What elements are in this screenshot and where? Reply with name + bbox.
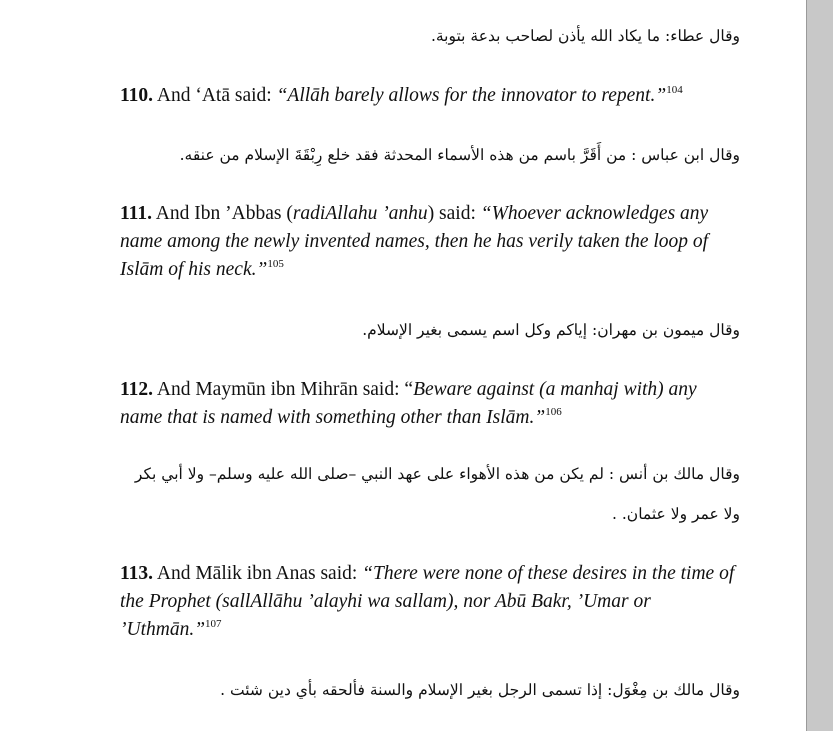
arabic-quote-maymun: وقال ميمون بن مهران: إياكم وكل اسم يسمى بغير الإسلام.: [362, 321, 740, 339]
arabic-quote-malik-ibn-mighwal: وقال مالك بن مِغْوَل: إذا تسمى الرجل بغير الإسلام والسنة فألحقه بأي دين شئت .: [220, 681, 740, 699]
entry-lead: And Maymūn ibn Mihrān said: “: [156, 379, 414, 400]
arabic-quote-malik-line2: ولا عمر ولا عثمان. .: [612, 505, 740, 523]
entry-113: [120, 560, 740, 646]
entry-honorific: radiAllahu ’anhu: [292, 203, 428, 224]
footnote-ref-104[interactable]: 104: [666, 84, 683, 96]
footnote-ref-105[interactable]: 105: [267, 258, 284, 270]
arabic-quote-malik-line1: وقال مالك بن أنس : لم يكن من هذه الأهواء على عهد النبي –صلى الله عليه وسلم– ولا أبي بكر: [134, 465, 740, 483]
entry-quote: Beware against (a manhaj with) any name that is named with something other than Islām.”: [120, 379, 697, 428]
entry-quote: “Whoever acknowledges any name among the newly invented names, then he has verily taken the loop of Islām of his neck.”: [120, 203, 709, 280]
entry-quote: “There were none of these desires in the time of the Prophet (sallAllāhu ’alayhi wa sallam), nor Abū Bakr, ’Umar or ’Uthmān.”: [120, 563, 735, 640]
entry-number: 113.: [120, 563, 154, 584]
entry-lead: And Mālik ibn Anas said:: [156, 563, 358, 584]
entry-number: 112.: [120, 379, 154, 400]
entry-lead: And ‘Atā said:: [156, 85, 272, 106]
entry-number: 110.: [120, 85, 154, 106]
entry-110: [120, 82, 740, 112]
entry-quote: “Allāh barely allows for the innovator to repent.”: [276, 85, 667, 106]
entry-111: [120, 200, 740, 286]
entry-number: 111.: [120, 203, 152, 224]
arabic-quote-ibn-abbas: وقال ابن عباس : من أَقَرَّ باسم من هذه الأسماء المحدثة فقد خلع رِبْقَةَ الإسلام من عنقه.: [179, 146, 740, 164]
entry-112: [120, 376, 740, 434]
footnote-ref-107[interactable]: 107: [205, 618, 222, 630]
entry-lead: And Ibn ’Abbas (: [155, 203, 293, 224]
arabic-quote-ata: وقال عطاء: ما يكاد الله يأذن لصاحب بدعة بتوبة.: [430, 27, 740, 45]
entry-lead-end: ) said:: [427, 203, 476, 224]
footnote-ref-106[interactable]: 106: [545, 406, 562, 418]
page-boundary: [806, 0, 833, 731]
